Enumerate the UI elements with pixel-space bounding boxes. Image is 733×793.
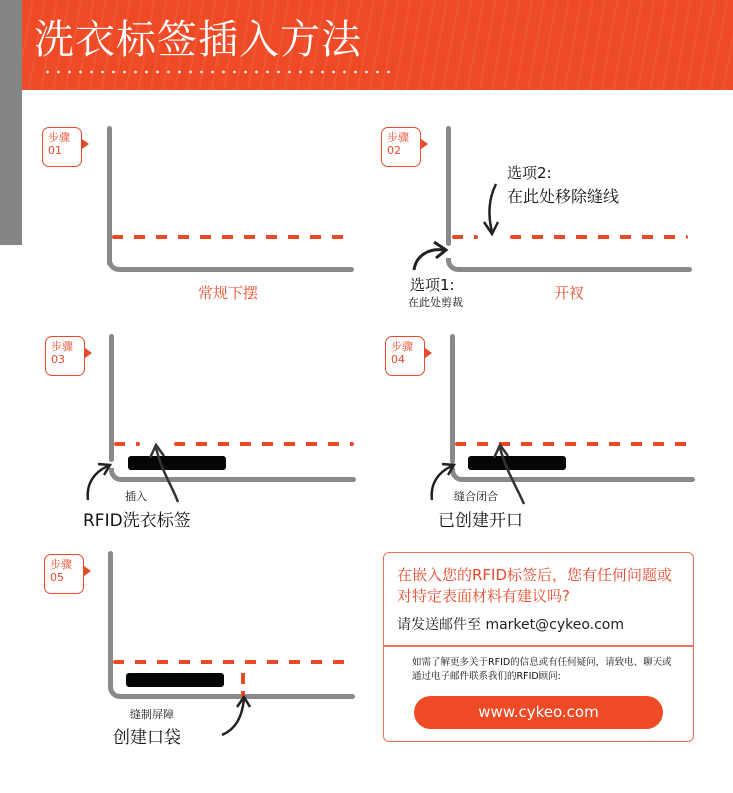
header-banner <box>22 0 733 90</box>
step-caption: 常规下摆 <box>198 284 259 302</box>
stitch-line-right <box>174 442 354 446</box>
option2-title: 选项2: <box>507 164 552 182</box>
step-05-panel <box>30 545 380 755</box>
step-badge-number: 03 <box>51 353 65 366</box>
garment-edge-vertical <box>446 126 451 246</box>
step-badge <box>381 127 421 167</box>
page-title: 洗衣标签插入方法 <box>34 17 362 63</box>
insert-label: 插入 <box>125 490 147 503</box>
side-accent-bar <box>0 0 22 245</box>
stitch-line <box>112 235 354 239</box>
garment-edge-vertical <box>107 126 112 266</box>
website-button[interactable]: www.cykeo.com <box>414 696 663 729</box>
step-badge-label: 步骤 <box>387 131 409 144</box>
step-label: 已创建开口 <box>438 511 523 531</box>
question-text: 在嵌入您的RFID标签后，您有任何问题或对特定表面材料有建议吗? <box>397 566 673 605</box>
curved-arrow-up-icon <box>218 695 254 737</box>
divider <box>384 645 693 647</box>
garment-hem-horizontal <box>457 267 692 272</box>
contact-text: 如需了解更多关于RFID的信息或有任何疑问，请致电、聊天或通过电子邮件联系我们的RFID顾问: <box>412 657 672 682</box>
step-badge-number: 01 <box>48 144 62 157</box>
step-badge <box>45 336 85 376</box>
step-badge-label: 步骤 <box>391 340 413 353</box>
step-label: 创建口袋 <box>113 728 181 748</box>
garment-edge-vertical <box>108 551 113 691</box>
stitch-line <box>113 660 355 664</box>
insert-arrow-icon <box>148 442 184 504</box>
curved-arrow-right-icon <box>410 238 450 274</box>
barrier-stitch <box>241 673 245 697</box>
option1-text: 在此处剪裁 <box>408 296 463 309</box>
step-01-panel <box>30 120 380 330</box>
step-badge <box>42 127 82 167</box>
step-caption: 开衩 <box>554 284 585 302</box>
barrier-label: 缝制屏障 <box>130 708 174 721</box>
curved-arrow-icon <box>84 462 114 502</box>
stitch-label: 缝合闭合 <box>454 490 498 503</box>
rfid-tag <box>126 673 224 687</box>
step-badge <box>385 336 425 376</box>
step-02-panel <box>370 120 720 330</box>
step-03-panel <box>30 330 380 540</box>
garment-hem-horizontal <box>118 267 354 272</box>
step-badge-number: 04 <box>391 353 405 366</box>
stitch-line-left <box>114 442 140 446</box>
step-badge-label: 步骤 <box>51 340 73 353</box>
option2-text: 在此处移除缝线 <box>507 187 620 206</box>
curved-arrow-down-icon <box>478 182 508 238</box>
step-badge-label: 步骤 <box>48 131 70 144</box>
step-badge <box>44 554 84 594</box>
stitch-line-right <box>510 235 688 239</box>
step-badge-number: 05 <box>50 571 64 584</box>
email-line: 请发送邮件至 market@cykeo.com <box>397 617 625 633</box>
dotted-divider <box>42 70 397 74</box>
option1-title: 选项1: <box>410 276 455 294</box>
contact-info-box <box>383 552 694 742</box>
stitch-line-left <box>452 235 478 239</box>
step-badge-number: 02 <box>387 144 401 157</box>
step-04-panel <box>370 330 720 540</box>
step-label: RFID洗衣标签 <box>83 511 191 531</box>
step-badge-label: 步骤 <box>50 558 72 571</box>
